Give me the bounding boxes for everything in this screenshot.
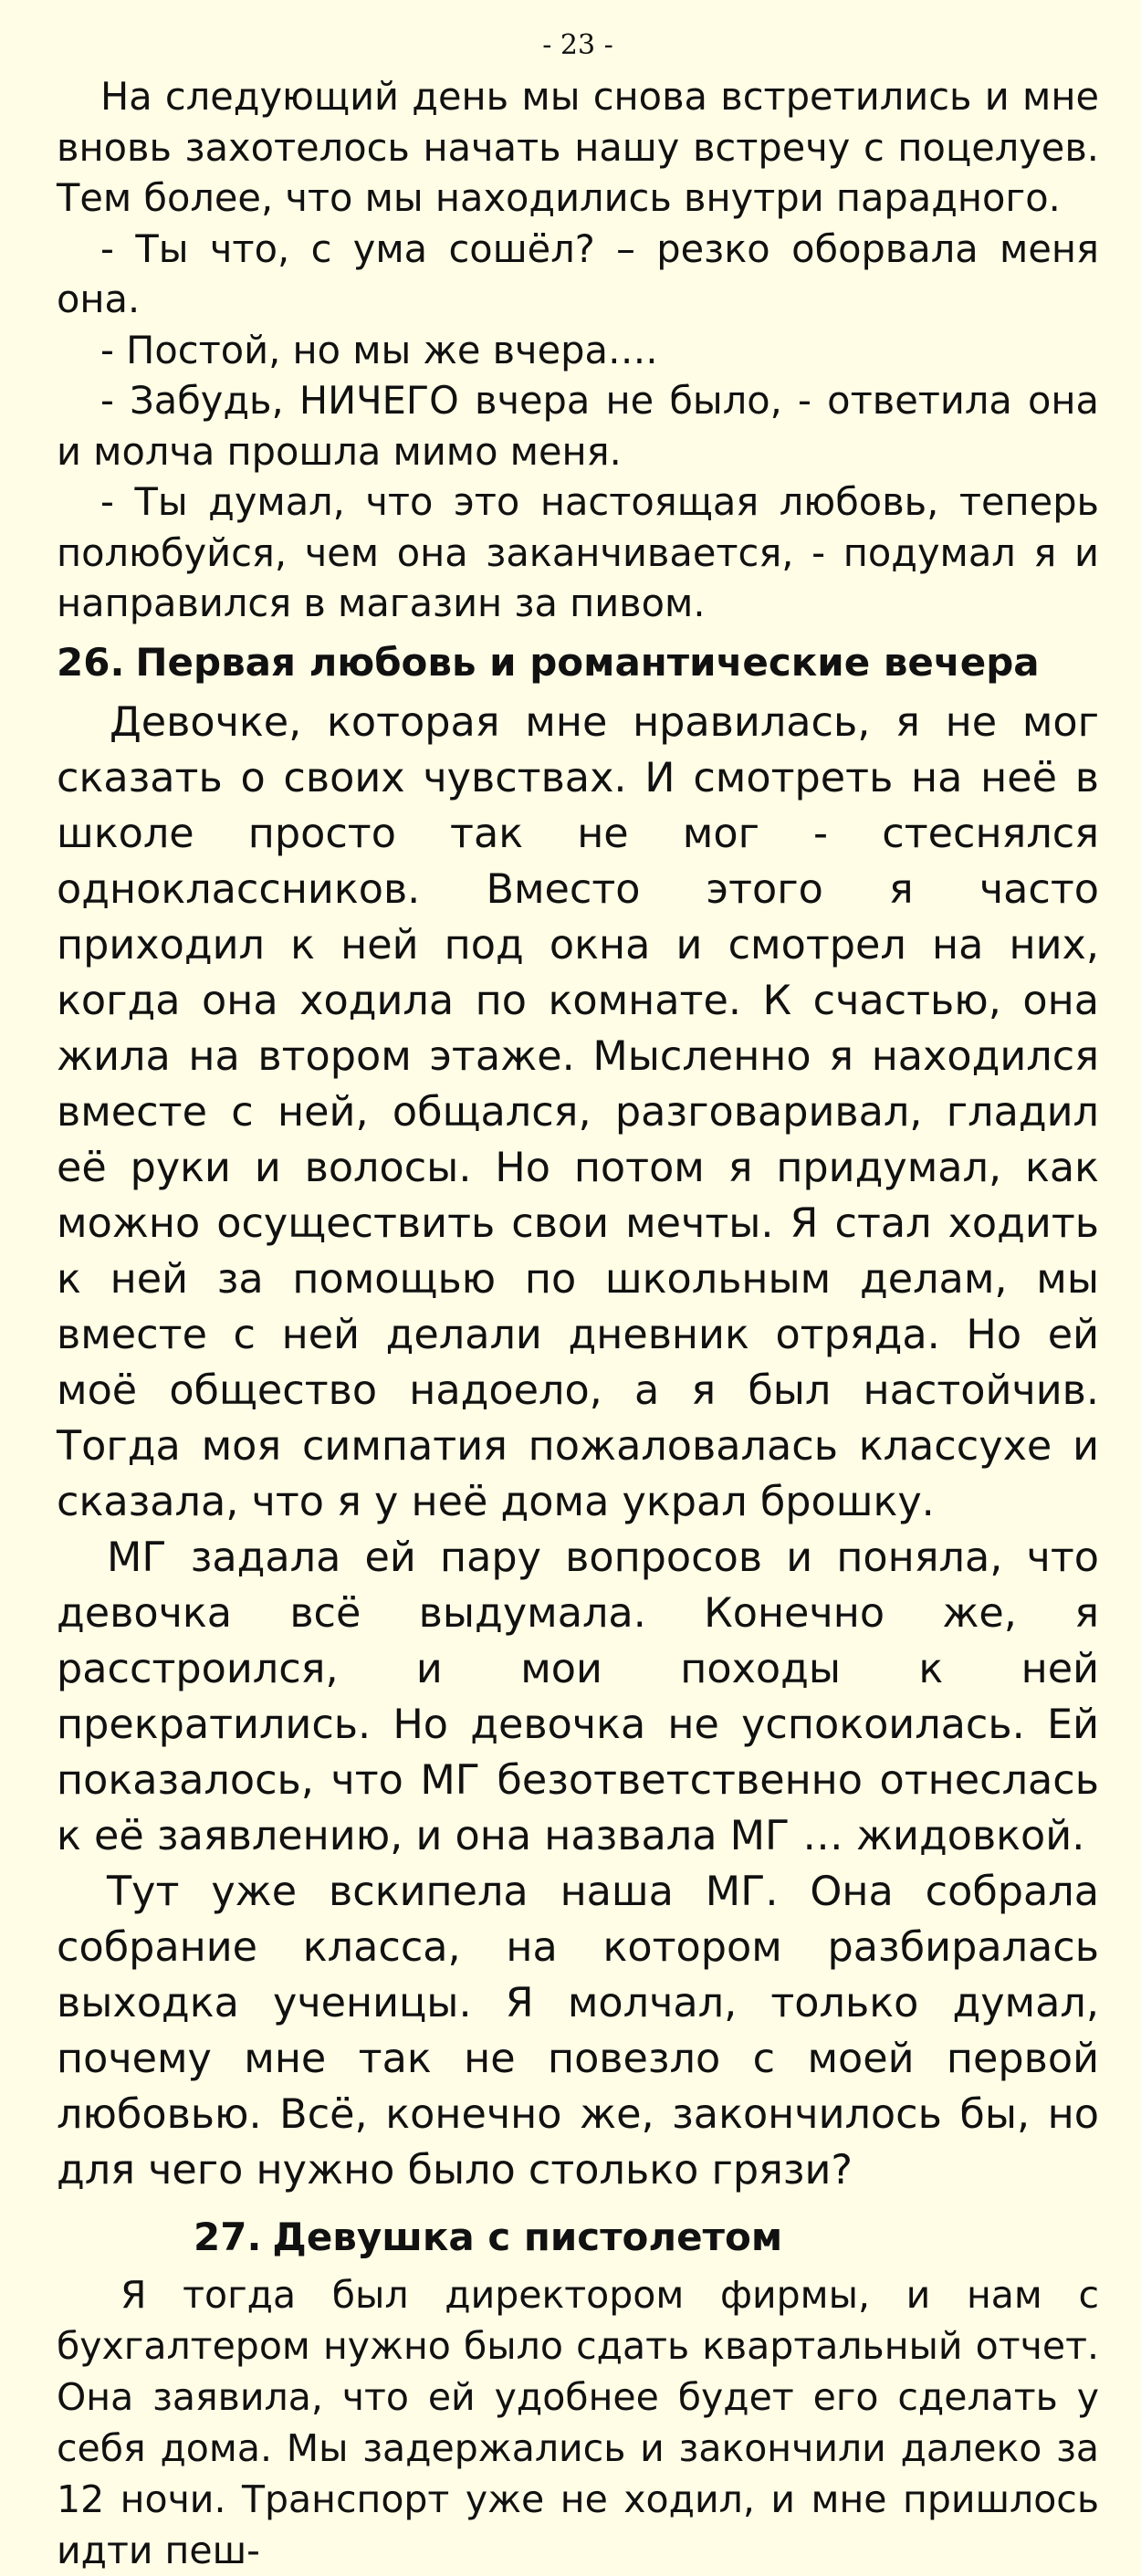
paragraph: Тут уже вскипела наша МГ. Она собрала собрание класса, на котором разбиралась выходка ученицы. Я молчал, только думал, почему мне так не повезло с моей первой любовью. Всё, конечно же, закончилось бы, но для чего нужно было столько грязи? — [57, 1868, 1099, 2194]
paragraph: Я тогда был директором фирмы, и нам с бухгалтером нужно было сдать квартальный отчет. Она заявила, что ей удобнее будет его сделать у себя дома. Мы задержались и закончили далеко за 12 ночи. Транспорт уже не ходил, и мне пришлось идти пеш- — [57, 2272, 1099, 2572]
dialogue-line: - Забудь, НИЧЕГО вчера не было, - ответила она и молча прошла мимо меня. — [57, 378, 1099, 474]
chapter-number: 27. — [194, 2214, 262, 2259]
dialogue-line: - Ты что, с ума сошёл? – резко оборвала меня она. — [57, 225, 1099, 321]
previous-chapter-ending — [57, 71, 1099, 629]
dialogue-line: - Ты думал, что это настоящая любовь, теперь полюбуйся, чем она заканчивается, - подумал я и направился в магазин за пивом. — [57, 479, 1099, 625]
chapter-title: Девушка с пистолетом — [272, 2214, 783, 2259]
page-number: - 23 - — [542, 29, 613, 61]
paragraph: МГ задала ей пару вопросов и поняла, что девочка всё выдумала. Конечно же, я расстроился, и мои походы к ней прекратились. Но девочка не успокоилась. Ей показалось, что МГ безответственно отнеслась к её заявлению, и она назвала МГ … жидовкой. — [57, 1534, 1099, 1859]
paragraph: На следующий день мы снова встретились и мне вновь захотелось начать нашу встречу с поцелуев. Тем более, что мы находились внутри парадного. — [57, 74, 1099, 220]
paragraph: Девочке, которая мне нравилась, я не мог сказать о своих чувствах. И смотреть на неё в школе просто так не мог - стеснялся одноклассников. Вместо этого я часто приходил к ней под окна и смотрел на них, когда она ходила по комнате. К счастью, она жила на втором этаже. Мысленно я находился вместе с ней, общался, разговаривал, гладил её руки и волосы. Но потом я придумал, как можно осуществить свои мечты. Я стал ходить к ней за помощью по школьным делам, мы вместе с ней делали дневник отряда. Но ей моё общество надоело, а я был настойчив. Тогда моя симпатия пожаловалась классухе и сказала, что я у неё дома украл брошку. — [57, 698, 1099, 1525]
chapter-26-body — [57, 695, 1099, 2198]
chapter-heading-27 — [194, 2205, 1099, 2269]
chapter-27-body — [57, 2269, 1099, 2576]
chapter-number: 26. — [57, 639, 125, 685]
dialogue-line: - Постой, но мы же вчера…. — [100, 327, 658, 372]
chapter-heading-26 — [57, 631, 1099, 695]
chapter-title: Первая любовь и романтические вечера — [135, 639, 1040, 685]
